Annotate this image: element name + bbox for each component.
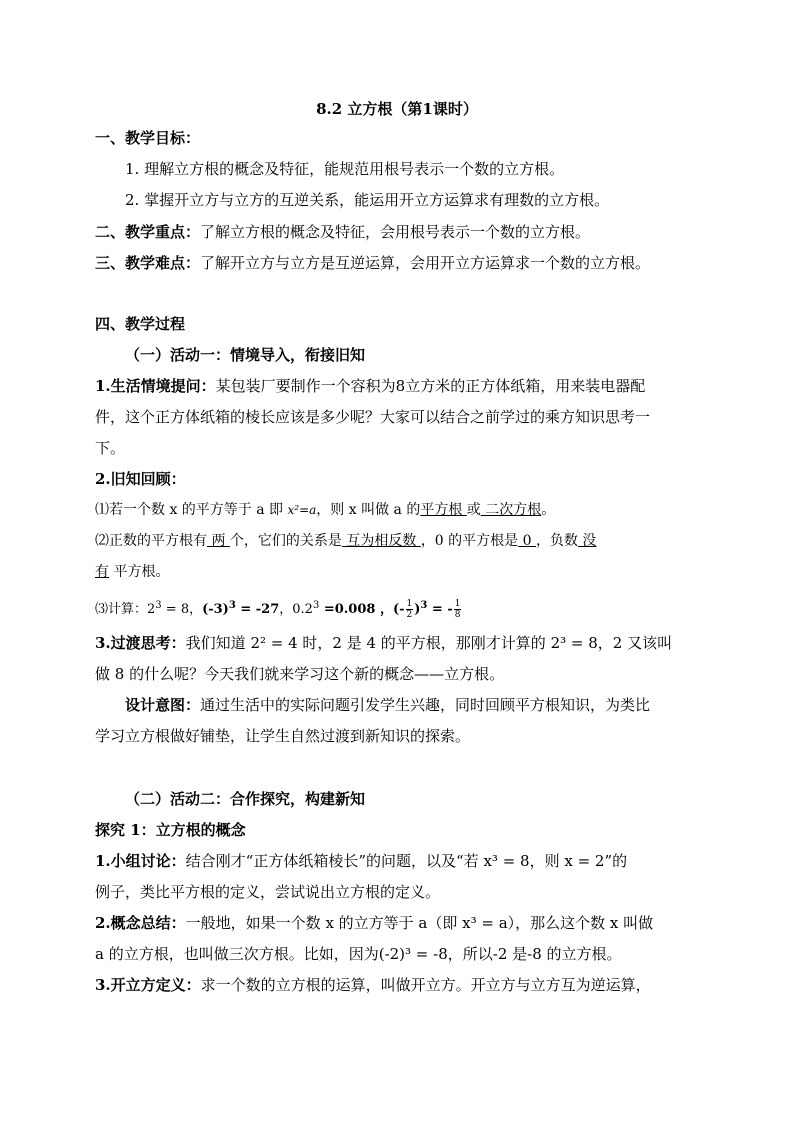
fraction-one-half [406,599,414,620]
goal-item-1: 1. 理解立方根的概念及特征，能规范用根号表示一个数的立方根。 [125,160,565,178]
goals-heading: 一、教学目标： [95,129,201,147]
r2-b: 个，它们的关系是 [229,533,342,549]
p2-label: 2.旧知回顾： [95,470,186,488]
q3-line1: 求一个数的立方根的运算，叫做开立方。开立方与立方互为逆运算， [200,976,651,994]
process-heading: 四、教学过程 [95,315,186,333]
r3-exp: 3 [155,600,162,611]
key-point [95,222,700,242]
design-line1: 通过生活中的实际问题引发学生兴趣，同时回顾平方根知识，为类比 [200,696,651,714]
difficulty-text: 了解开立方与立方是互逆运算，会用开立方运算求一个数的立方根。 [200,254,651,272]
r3-exp3: 3 [312,600,320,611]
r2-blank4a: 没 [577,533,597,549]
r3-g: ) [414,602,421,617]
explore-heading: 探究 1：立方根的概念 [95,821,246,839]
frac-num: 1 [406,599,413,609]
key-point-text: 了解立方根的概念及特征，会用根号表示一个数的立方根。 [200,223,591,241]
r3-exp2: 3 [228,600,236,611]
activity1-heading: （一）活动一：情境导入，衔接旧知 [125,346,366,364]
r2-e: 平方根。 [109,564,170,580]
review-item-1 [95,500,700,520]
r1-formula: x²=a [287,503,317,517]
r2-blank3: 0 [518,533,536,549]
difficulty [95,253,700,273]
activity2-heading: （二）活动二：合作探究，构建新知 [125,790,366,808]
design-line2: 学习立方根做好铺垫，让学生自然过渡到新知识的探索。 [95,727,471,745]
activity2-q2 [95,913,700,933]
r1-blank2: 二次方根 [480,502,542,518]
r1-b: ，则 x 叫做 a 的 [316,502,421,518]
review-item-3 [95,596,700,620]
goal-item-2: 2. 掌握开立方与立方的互逆关系，能运用开立方运算求有理数的立方根。 [125,191,610,209]
page-title: 8.2 立方根（第1课时） [316,100,478,118]
design-label: 设计意图： [125,696,201,714]
r2-blank4b: 有 [95,564,109,580]
frac2-num: 1 [454,599,461,609]
r3-c: (-3) [202,602,229,617]
r2-a: ⑵正数的平方根有 [95,533,207,549]
frac2-den: 8 [454,610,461,620]
r1-c: 或 [466,502,481,518]
activity1-p1 [95,376,700,396]
difficulty-label: 三、教学难点： [95,254,201,272]
p1-line2: 件，这个正方体纸箱的棱长应该是多少呢？大家可以结合之前学过的乘方知识思考一 [95,408,651,426]
q2-line2: a 的立方根，也叫做三次方根。比如，因为(-2)³ = -8，所以-2 是-8 的立方根。 [95,945,622,963]
q3-label: 3.开立方定义： [95,976,201,994]
frac-den: 2 [406,610,413,620]
q1-label: 1.小组讨论： [95,852,186,870]
q1-line1: 结合刚才“正方体纸箱棱长”的问题，以及“若 x³ = 8，则 x = 2”的 [185,852,628,870]
q2-line1: 一般地，如果一个数 x 的立方等于 a（即 x³ = a），那么这个数 x 叫做 [185,914,654,932]
r3-f: =0.008 ，(- [319,602,405,617]
r2-c: ，0 的平方根是 [420,533,519,549]
r2-d: ，负数 [535,533,578,549]
r3-d: = -27 [235,602,280,617]
review-item-2-cont [95,562,700,582]
review-item-2 [95,531,700,551]
q1-line2: 例子，类比平方根的定义，尝试说出立方根的定义。 [95,883,441,901]
r1-blank1: 平方根 [420,502,467,518]
p1-line3: 下。 [95,439,126,457]
r1-a: ⑴若一个数 x 的平方等于 a 即 [95,502,288,518]
design-intent [125,695,730,715]
q2-label: 2.概念总结： [95,914,186,932]
key-point-label: 二、教学重点： [95,223,201,241]
r3-a: ⑶计算：2 [95,602,156,617]
r2-blank2: 互为相反数 [341,533,421,549]
activity1-p3 [95,633,700,653]
r3-h: = - [427,602,453,617]
r3-e: ，0.2 [279,602,313,617]
r3-b: = 8， [161,602,203,617]
activity2-q1 [95,851,700,871]
p1-label: 1.生活情境提问： [95,377,216,395]
p3-line2: 做 8 的什么呢？今天我们就来学习这个新的概念——立方根。 [95,665,505,683]
p1-line1: 某包装厂要制作一个容积为8立方米的正方体纸箱，用来装电器配 [215,377,646,395]
p3-line1: 我们知道 2² = 4 时，2 是 4 的平方根，那刚才计算的 2³ = 8，2 又该叫 [185,634,673,652]
r2-blank1: 两 [207,533,230,549]
p3-label: 3.过渡思考： [95,634,186,652]
activity2-q3 [95,975,700,995]
r3-exp4: 3 [420,600,428,611]
r1-d: 。 [541,502,556,518]
fraction-one-eighth [454,599,462,620]
